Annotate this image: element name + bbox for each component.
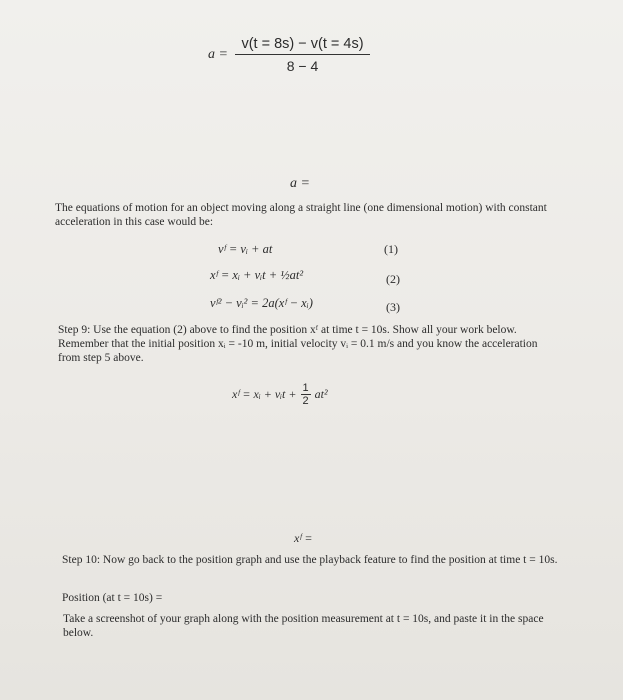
equation-1: vᶠ = vᵢ + at bbox=[218, 242, 273, 256]
half-fraction bbox=[301, 382, 311, 407]
xf-answer: xᶠ = bbox=[294, 531, 313, 545]
equation-1-number: (1) bbox=[384, 242, 398, 256]
step9-eq-lhs: xᶠ = xᵢ + vᵢt + bbox=[232, 387, 297, 401]
half-numerator: 1 bbox=[302, 382, 309, 394]
screenshot-instruction: Take a screenshot of your graph along with the position measurement at t = 10s, and paste it in the space below. bbox=[63, 613, 544, 639]
step9-eq-rhs: at² bbox=[314, 387, 328, 401]
equation-3-number: (3) bbox=[386, 300, 400, 314]
half-denominator: 2 bbox=[302, 395, 309, 407]
accel-formula-lhs: a = bbox=[208, 47, 228, 62]
accel-fraction bbox=[235, 36, 369, 74]
accel-denominator: 8 − 4 bbox=[286, 58, 319, 74]
accel-formula bbox=[208, 36, 370, 74]
step-9-text: Step 9: Use the equation (2) above to find the position xᶠ at time t = 10s. Show all your work below. Remember that the initial position xᵢ = -10 m, initial velocity vᵢ = 0.1 m/s and you know the acceleration from step 5 above. bbox=[58, 324, 538, 364]
equation-3: vᶠ² − vᵢ² = 2a(xᶠ − xᵢ) bbox=[210, 296, 313, 310]
step9-equation bbox=[232, 382, 328, 407]
equations-intro: The equations of motion for an object moving along a straight line (one dimensional motion) with constant acceleration in this case would be: bbox=[55, 202, 547, 228]
equation-2: xᶠ = xᵢ + vᵢt + ½at² bbox=[210, 268, 304, 282]
accel-answer: a = bbox=[290, 176, 310, 191]
step-10-text: Step 10: Now go back to the position graph and use the playback feature to find the position at time t = 10s. bbox=[62, 554, 558, 566]
accel-numerator: v(t = 8s) − v(t = 4s) bbox=[241, 36, 364, 52]
position-label: Position (at t = 10s) = bbox=[62, 592, 163, 604]
equation-2-number: (2) bbox=[386, 272, 400, 286]
